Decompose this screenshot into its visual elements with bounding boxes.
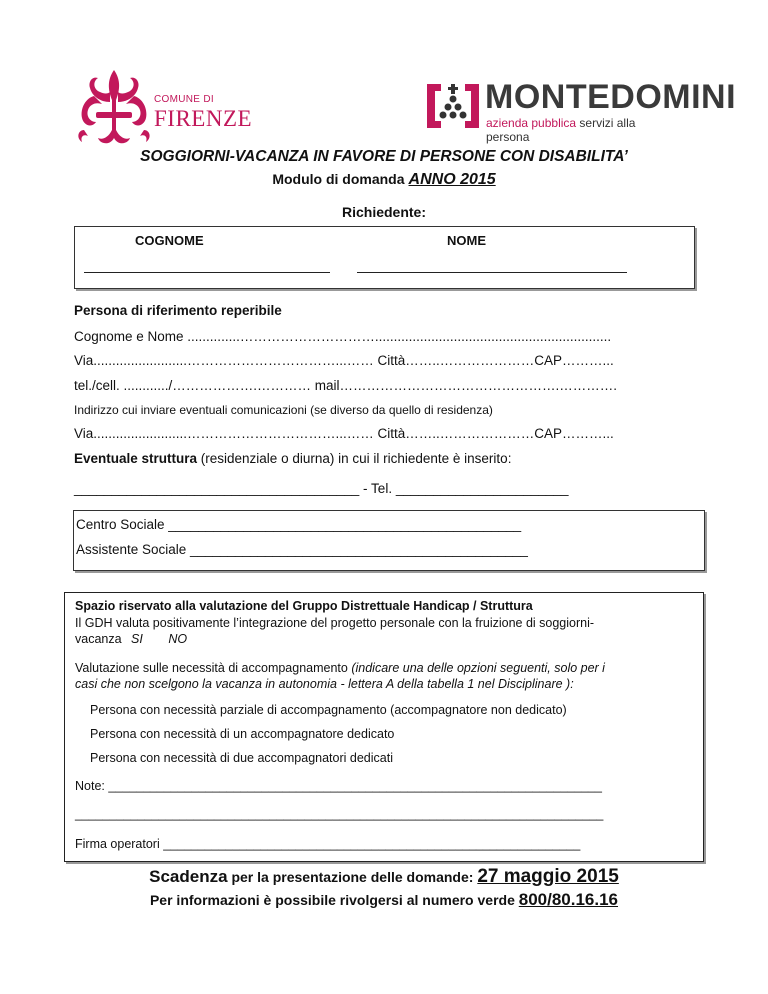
form-year: ANNO 2015 [408, 171, 496, 188]
option-one-companion[interactable]: Persona con necessità di un accompagnatore dedicato [90, 727, 395, 741]
reference-heading: Persona di riferimento reperibile [74, 303, 282, 318]
montedomini-logo [425, 78, 737, 144]
gdh-text-2 [75, 632, 187, 646]
vacanza-label: vacanza [75, 632, 122, 646]
form-subtitle [0, 171, 768, 189]
montedomini-mark-icon [425, 80, 481, 132]
deadline-word: Scadenza [149, 867, 228, 886]
reference-contact-field[interactable]: tel./cell. ............/……………….………… mail………………………………………….…………. [74, 378, 618, 393]
deadline-text: per la presentazione delle domande: [227, 869, 478, 885]
notes-field[interactable]: Note: _______________________________________________________________________ [75, 779, 602, 793]
subtitle-text: Modulo di domanda [272, 171, 405, 187]
florentine-lily-icon [76, 68, 152, 148]
tagline-rest: servizi alla persona [486, 116, 636, 144]
deadline-date: 27 maggio 2015 [477, 866, 619, 887]
eval-italic-2: casi che non scelgono la vacanza in autonomia - lettera A della tabella 1 nel Disciplinare ): [75, 677, 574, 691]
deadline-line [0, 866, 768, 888]
eval-text-1 [75, 661, 605, 675]
reference-name-field[interactable]: Cognome e Nome ..............…………………………............................................................... [74, 329, 612, 344]
gdh-text-1: Il GDH valuta positivamente l’integrazione del progetto personale con la fruizione di soggiorni- [75, 616, 595, 630]
name-label: NOME [447, 233, 486, 248]
surname-label: COGNOME [135, 233, 204, 248]
mailing-address-field[interactable]: Via.........................……………………………...…… Città……..…………………CAP………... [74, 426, 614, 441]
reference-address-field[interactable]: Via.........................……………………………...…… Città……..…………………CAP………... [74, 353, 614, 368]
structure-rest: (residenziale o diurna) in cui il richiedente è inserito: [197, 451, 512, 466]
gdh-heading: Spazio riservato alla valutazione del Gruppo Distrettuale Handicap / Struttura [75, 599, 533, 613]
firenze-label: FIRENZE [154, 106, 253, 131]
info-text: Per informazioni è possibile rivolgersi al numero verde [149, 892, 519, 908]
applicant-heading: Richiedente: [341, 204, 426, 220]
eval-italic-1: (indicare una delle opzioni seguenti, solo per i [351, 661, 605, 675]
signature-field[interactable]: Firma operatori ____________________________________________________________ [75, 837, 581, 851]
no-option[interactable]: NO [168, 632, 188, 646]
page-title: SOGGIORNI-VACANZA IN FAVORE DI PERSONE CON DISABILITA’ [140, 148, 628, 165]
structure-question [74, 451, 511, 466]
structure-field[interactable]: ______________________________________ - Tel. _______________________ [74, 481, 569, 496]
toll-free-number[interactable]: 800/80.16.16 [518, 890, 619, 909]
option-two-companions[interactable]: Persona con necessità di due accompagnatori dedicati [90, 751, 393, 765]
applicant-box [74, 226, 695, 289]
comune-firenze-logo [72, 66, 253, 150]
structure-bold: Eventuale struttura [74, 451, 198, 466]
name-field[interactable] [357, 272, 627, 273]
gdh-box [64, 592, 704, 862]
comune-label: COMUNE DI [154, 94, 214, 105]
info-line [0, 890, 768, 910]
notice-text: Indirizzo cui inviare eventuali comunicazioni (se diverso da quello di residenza) [74, 403, 493, 417]
social-assistant-field[interactable]: Assistente Sociale _____________________________________________ [76, 542, 528, 557]
tagline-highlight: azienda pubblica [486, 116, 577, 130]
eval-plain: Valutazione sulle necessità di accompagnamento [75, 661, 352, 675]
surname-field[interactable] [84, 272, 330, 273]
si-option[interactable]: SI [131, 632, 143, 646]
option-partial[interactable]: Persona con necessità parziale di accompagnamento (accompagnatore non dedicato) [90, 703, 567, 717]
social-centre-field[interactable]: Centro Sociale _______________________________________________ [76, 517, 522, 532]
montedomini-tagline [486, 116, 665, 144]
notes-line[interactable]: ____________________________________________________________________________ [75, 807, 604, 821]
montedomini-name: MONTEDOMINI [485, 78, 737, 116]
social-box [73, 510, 705, 571]
